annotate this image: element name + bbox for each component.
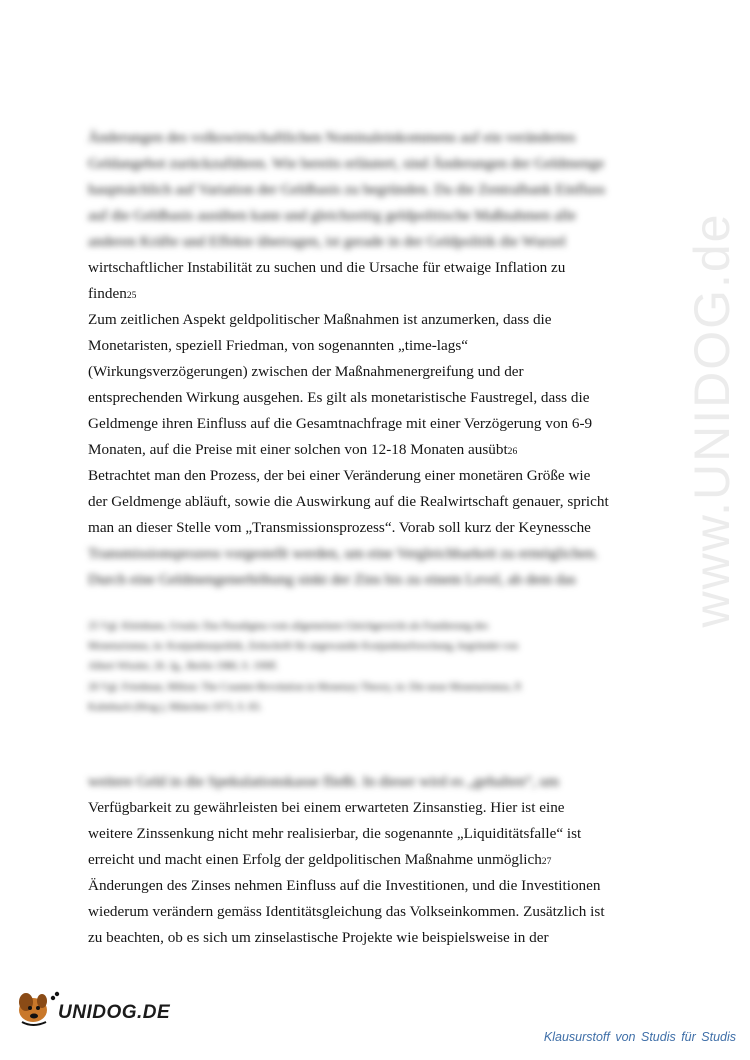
text-line: erreicht und macht einen Erfolg der geldpolitischen Maßnahme unmöglich27 [88, 851, 552, 868]
blurred-text-line: Änderungen des volkswirtschaftlichen Nominaleinkommens auf ein verändertes [88, 129, 576, 146]
text-line: (Wirkungsverzögerungen) zwischen der Maßnahmenergreifung und der [88, 363, 524, 380]
footnote-marker: 26 [507, 446, 518, 457]
footnote-marker: 27 [541, 856, 552, 867]
text-line: Änderungen des Zinses nehmen Einfluss auf die Investitionen, und die Investitionen [88, 877, 601, 894]
blurred-text-line: anderen Kräfte und Effekte überragen, ist gerade in der Geldpolitik die Wurzel [88, 233, 566, 250]
text-line: weitere Zinssenkung nicht mehr realisierbar, die sogenannte „Liquiditätsfalle“ ist [88, 825, 582, 842]
footnote-line: Kalmbach (Hrsg.), München 1973, S. 83. [88, 702, 262, 713]
footnote-line: Albert Wissler, 26. Jg., Berlin 1980, S. 199ff. [88, 661, 279, 672]
blurred-text-line: auf die Geldbasis ausüben kann und gleichzeitig geldpolitische Maßnahmen alle [88, 207, 576, 224]
blurred-text-line: weitere Geld in die Spekulationskasse fließt. In dieser wird es „gehalten“, um [88, 773, 560, 790]
footnote-line: 25 Vgl. Kleinhans, Ursula: Das Paradigma vom allgemeinen Gleichgewicht als Fundierung des [88, 621, 489, 632]
footnote-marker: 25 [126, 290, 137, 301]
text-line: Monetaristen, speziell Friedman, von sogenannten „time-lags“ [88, 337, 468, 354]
blurred-text-line: Geldangebot zurückzuführen. Wie bereits erläutert, sind Änderungen der Geldmenge [88, 155, 605, 172]
footnote-line: Monetarismus, in: Konjunkturpolitik, Zeitschrift für angewandte Konjunkturforschung, begründet von [88, 641, 519, 652]
watermark: www.UNIDOG.de [684, 212, 740, 628]
logo-text: UNIDOG.DE [58, 1002, 171, 1023]
blurred-text-line: Durch eine Geldmengenerhöhung sinkt der Zins bis zu einem Level, ab dem das [88, 571, 576, 588]
text-line: Zum zeitlichen Aspekt geldpolitischer Maßnahmen ist anzumerken, dass die [88, 311, 552, 328]
blurred-text-line: hauptsächlich auf Variation der Geldbasis zu begründen. Da die Zentralbank Einfluss [88, 181, 606, 198]
footnote-line: 26 Vgl. Friedman, Milton: The Counter-Revolution in Monetary Theory, in: Die neue Monetarismus, P. [88, 682, 523, 693]
text-line: Geldmenge ihren Einfluss auf die Gesamtnachfrage mit einer Verzögerung von 6-9 [88, 415, 593, 432]
text-line: Betrachtet man den Prozess, der bei einer Veränderung einer monetären Größe wie [88, 467, 591, 484]
text-line: finden25 [88, 285, 137, 302]
text-line: man an dieser Stelle vom „Transmissionsprozess“. Vorab soll kurz der Keynessche [88, 519, 591, 536]
blurred-text-line: Transmissionsprozess vorgestellt werden, um eine Vergleichbarkeit zu ermöglichen. [88, 545, 599, 562]
text-line: Verfügbarkeit zu gewährleisten bei einem erwarteten Zinsanstieg. Hier ist eine [88, 799, 565, 816]
text-line: der Geldmenge abläuft, sowie die Auswirkung auf die Realwirtschaft genauer, spricht [88, 493, 609, 510]
text-line: Monaten, auf die Preise mit einer solchen von 12-18 Monaten ausübt26 [88, 441, 518, 458]
text-line: wiederum verändern gemäss Identitätsgleichung das Volkseinkommen. Zusätzlich ist [88, 903, 605, 920]
text-line: zu beachten, ob es sich um zinselastische Projekte wie beispielsweise in der [88, 929, 549, 946]
tagline: Klausurstoff von Studis für Studis [543, 1030, 736, 1044]
text-line: entsprechenden Wirkung ausgehen. Es gilt als monetaristische Faustregel, dass die [88, 389, 590, 406]
text-line: wirtschaftlicher Instabilität zu suchen und die Ursache für etwaige Inflation zu [88, 259, 566, 276]
